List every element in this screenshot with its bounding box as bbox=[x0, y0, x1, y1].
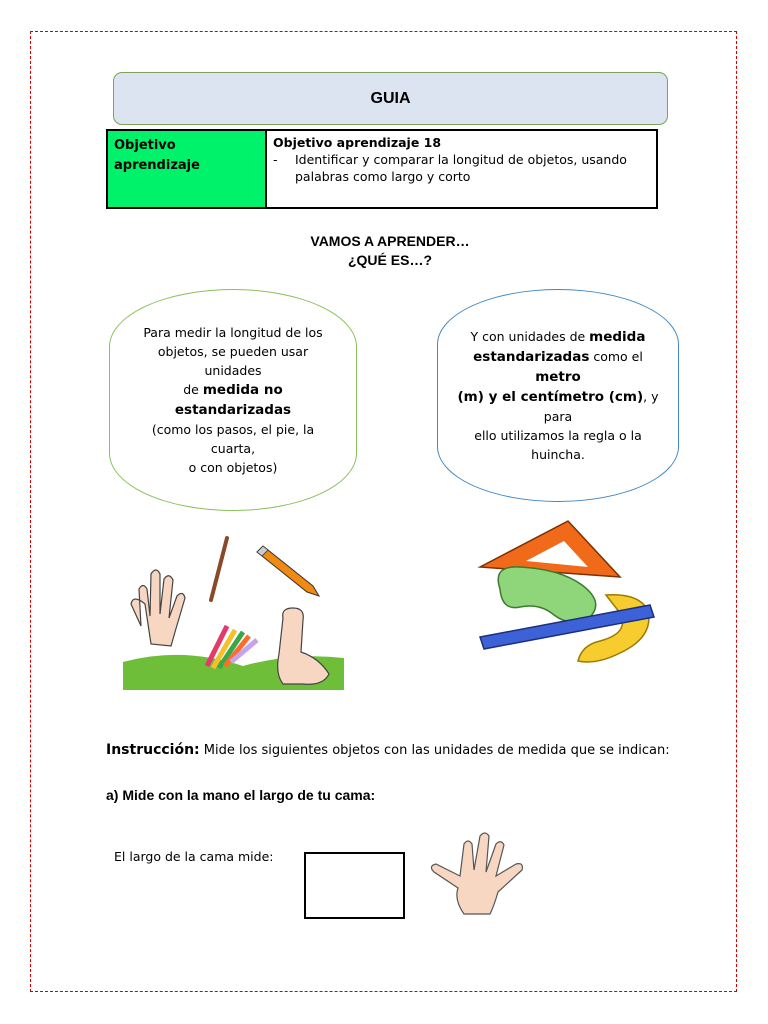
objective-item bbox=[273, 151, 650, 185]
bubble-right-metro: metro bbox=[535, 369, 581, 385]
objective-title: Objetivo aprendizaje 18 bbox=[273, 135, 442, 150]
bubble-left-line3a: de bbox=[183, 382, 203, 397]
learn-heading-line1: VAMOS A APRENDER… bbox=[310, 233, 470, 249]
bubble-right-y-para: , y para bbox=[543, 389, 659, 424]
objective-item-text bbox=[295, 151, 627, 185]
objective-label-line2: aprendizaje bbox=[114, 158, 200, 173]
bubble-left-line4: (como los pasos, el pie, la cuarta, bbox=[151, 422, 315, 456]
bubble-right-line4: ello utilizamos la regla o la bbox=[474, 428, 642, 443]
bubble-right-medida: medida bbox=[589, 329, 646, 345]
bubble-left-line2: objetos, se pueden usar unidades bbox=[157, 344, 309, 378]
bubble-left-highlight: medida no estandarizadas bbox=[174, 382, 292, 418]
instruction bbox=[106, 742, 670, 758]
objective-item-line2: palabras como largo y corto bbox=[295, 169, 471, 184]
learn-heading-line2: ¿QUÉ ES…? bbox=[347, 252, 432, 268]
objective-dash: - bbox=[273, 152, 278, 167]
measure-label: El largo de la cama mide: bbox=[114, 849, 274, 864]
instruction-text: Mide los siguientes objetos con las unidades de medida que se indican: bbox=[199, 743, 670, 758]
standard-units-illustration bbox=[470, 515, 660, 673]
non-standard-units-illustration bbox=[123, 534, 344, 690]
learn-heading bbox=[240, 232, 540, 270]
bubble-right-units: (m) y el centímetro (cm) bbox=[457, 389, 644, 405]
foot-icon bbox=[278, 608, 329, 684]
bubble-right-line5: huincha. bbox=[531, 447, 585, 462]
pencil-icon bbox=[257, 546, 319, 596]
bubble-left-line5: o con objetos) bbox=[188, 460, 278, 475]
objective-table bbox=[106, 129, 658, 209]
objective-label-cell bbox=[108, 131, 267, 207]
bubble-left-line1: Para medir la longitud de los bbox=[143, 325, 323, 340]
objective-label-line1: Objetivo bbox=[114, 138, 176, 153]
non-standard-units-bubble bbox=[109, 289, 357, 511]
answer-box[interactable] bbox=[304, 852, 405, 919]
set-square-icon bbox=[480, 521, 620, 577]
straws-icon bbox=[207, 626, 257, 668]
bubble-right-como-el: como el bbox=[589, 349, 643, 364]
task-a: a) Mide con la mano el largo de tu cama: bbox=[106, 787, 376, 803]
bubble-right-line1a: Y con unidades de bbox=[470, 329, 590, 344]
bubble-right-estandarizadas: estandarizadas bbox=[473, 349, 590, 365]
page-title bbox=[113, 72, 668, 125]
hand-measure-icon bbox=[424, 830, 536, 920]
objective-item-line1: Identificar y comparar la longitud de objetos, usando bbox=[295, 152, 627, 167]
stick-icon bbox=[211, 538, 227, 600]
standard-units-bubble bbox=[437, 289, 679, 502]
page-title-text: GUIA bbox=[370, 89, 411, 107]
instruction-label: Instrucción: bbox=[106, 742, 200, 758]
hand-icon bbox=[131, 570, 185, 646]
objective-content-cell bbox=[267, 131, 656, 207]
